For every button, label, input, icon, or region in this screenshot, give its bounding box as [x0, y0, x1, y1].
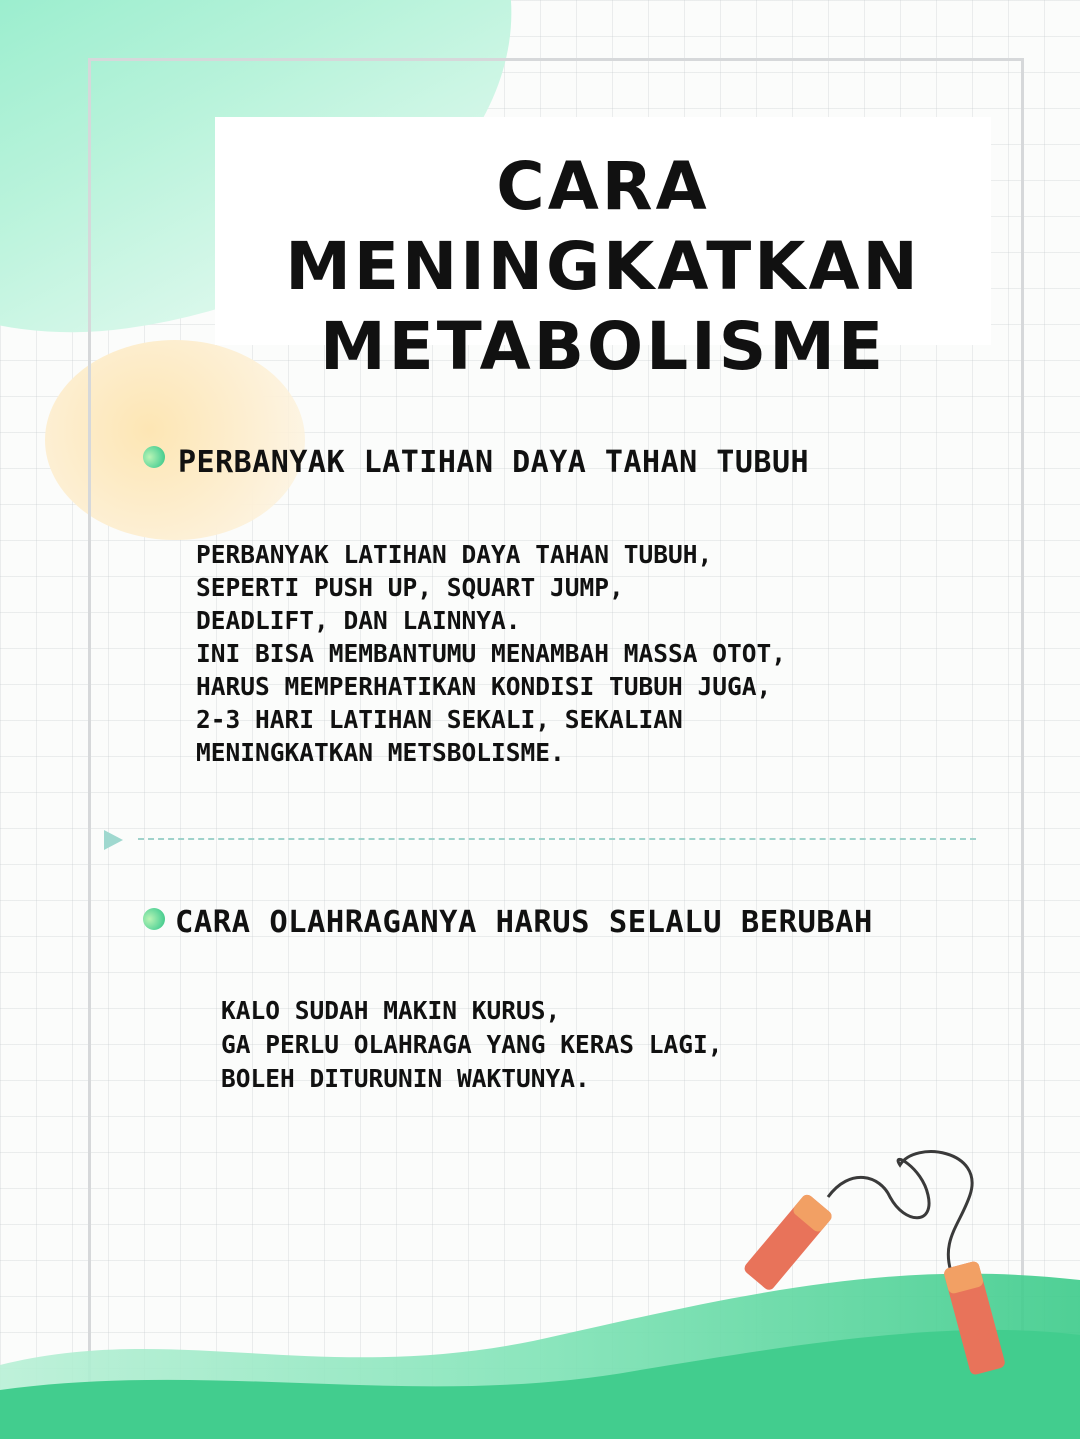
section-2-heading: CARA OLAHRAGANYA HARUS SELALU BERUBAH — [175, 905, 873, 940]
page-title — [215, 147, 991, 387]
green-dot-icon — [143, 908, 165, 930]
arrow-right-icon — [104, 830, 123, 850]
title-line-2: METABOLISME — [319, 308, 887, 385]
green-dot-icon — [143, 446, 165, 468]
section-2-body: KALO SUDAH MAKIN KURUS, GA PERLU OLAHRAGA YANG KERAS LAGI, BOLEH DITURUNIN WAKTUNYA. — [221, 996, 723, 1093]
dashed-divider — [138, 838, 976, 840]
jump-rope-icon — [740, 1145, 1040, 1375]
title-line-1: CARA MENINGKATKAN — [285, 148, 921, 305]
section-1-body: PERBANYAK LATIHAN DAYA TAHAN TUBUH, SEPERTI PUSH UP, SQUART JUMP, DEADLIFT, DAN LAINNYA. INI BISA MEMBANTUMU MENAMBAH MASSA OTOT, HARUS MEMPERHATIKAN KONDISI TUBUH JUGA, 2-3 HARI LATIHAN SEKALI, SEKALIAN MENINGKATKAN METSBOLISME. — [196, 540, 787, 767]
section-1-heading: PERBANYAK LATIHAN DAYA TAHAN TUBUH — [178, 445, 810, 480]
